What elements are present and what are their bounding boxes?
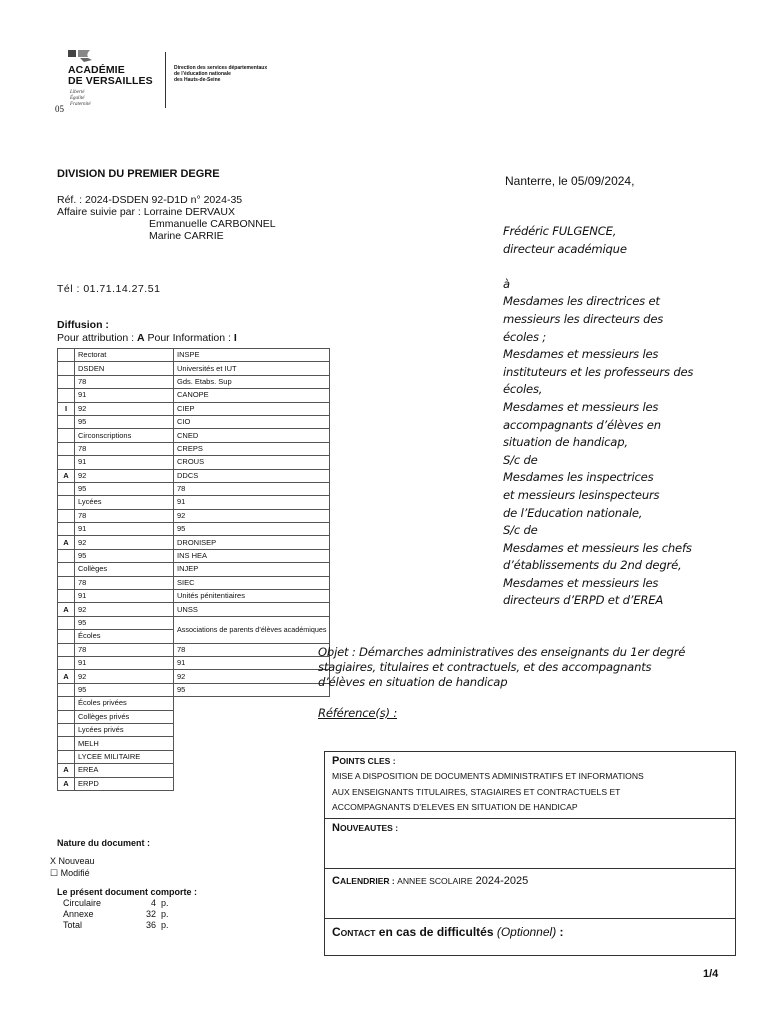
marker-cell [58, 737, 75, 750]
legend-a: A [136, 332, 145, 344]
recipient-line: Mesdames et messieurs les [503, 347, 659, 362]
table-row [58, 442, 330, 455]
table-row [58, 764, 330, 777]
recipient-line: Mesdames et messieurs les [503, 575, 659, 590]
composition-title: Le présent document comporte : [57, 887, 198, 897]
recipient-cell: Rectorat [75, 349, 174, 362]
table-row [58, 482, 330, 495]
calendar-value: 2024-2025 [472, 875, 529, 887]
contact-heading [332, 925, 728, 939]
marker-cell [58, 389, 75, 402]
nature-title: Nature du document : [57, 838, 151, 848]
empty-cell [174, 764, 330, 777]
academy-name-line1: ACADÉMIE [68, 64, 125, 76]
smallcaps-rest: ONTACT [340, 928, 376, 938]
recipient-cell: ERPD [75, 777, 174, 790]
marianne-logo-icon [68, 50, 100, 64]
news-section [325, 819, 735, 869]
recipient-line: écoles, [503, 382, 543, 397]
marker-cell: I [58, 402, 75, 415]
recipient-line: Mesdames les directrices et [503, 294, 660, 309]
diffusion-legend [57, 332, 237, 344]
table-row [58, 536, 330, 549]
recipient-cell: 91 [174, 496, 330, 509]
contact-optional: (Optionnel) [496, 925, 557, 939]
nature-option-new: X Nouveau [50, 856, 95, 866]
followed-by: Affaire suivie par : Lorraine DERVAUX [57, 206, 235, 218]
marker-cell [58, 362, 75, 375]
recipient-cell: INJEP [174, 563, 330, 576]
recipient-cell: Lycées privés [75, 723, 174, 736]
empty-cell [174, 710, 330, 723]
subject-line: stagiaires, titulaires et contractuels, et des accompagnants [318, 660, 652, 674]
calendar-section [325, 869, 735, 919]
table-row [58, 576, 330, 589]
table-row [58, 523, 330, 536]
smallcaps-rest: ALENDRIER : [339, 876, 398, 886]
recipient-cell: 92 [174, 670, 330, 683]
composition-value: 32 [145, 909, 156, 919]
department-number: 05 [55, 104, 64, 114]
recipient-cell: Écoles privées [75, 697, 174, 710]
recipient-line: instituteurs et les professeurs des [503, 364, 694, 379]
composition-unit: p. [161, 920, 169, 930]
table-row [58, 469, 330, 482]
table-row [58, 496, 330, 509]
recipient-cell: 92 [75, 603, 174, 616]
marker-cell [58, 375, 75, 388]
composition-row [63, 920, 183, 930]
marker-cell [58, 509, 75, 522]
recipient-line: Frédéric FULGENCE, [503, 224, 617, 238]
direction-line: Direction des services départementaux [174, 65, 268, 71]
marker-cell [58, 576, 75, 589]
marker-cell [58, 657, 75, 670]
recipient-cell: 92 [75, 469, 174, 482]
table-row [58, 723, 330, 736]
recipient-cell: 95 [75, 683, 174, 696]
table-row [58, 402, 330, 415]
key-point-line: ACCOMPAGNANTS D’ELEVES EN SITUATION DE HANDICAP [332, 802, 578, 812]
recipient-cell: 91 [174, 657, 330, 670]
recipient-cell: Collèges [75, 563, 174, 576]
recipient-line: et messieurs lesinspecteurs [503, 487, 660, 502]
legend-text: Pour attribution : [57, 332, 137, 344]
subject-line: d’élèves en situation de handicap [318, 675, 508, 689]
recipient-line: écoles ; [503, 329, 546, 344]
recipient-cell: 91 [75, 523, 174, 536]
marker-cell [58, 349, 75, 362]
table-row [58, 670, 330, 683]
recipient-cell: CIO [174, 415, 330, 428]
recipient-cell: 78 [75, 442, 174, 455]
table-row [58, 509, 330, 522]
key-point-line: MISE A DISPOSITION DE DOCUMENTS ADMINISTRATIFS ET INFORMATIONS [332, 771, 644, 781]
recipient-line: situation de handicap, [503, 435, 628, 450]
recipient-cell: 92 [75, 670, 174, 683]
marker-cell: A [58, 670, 75, 683]
composition-unit: p. [161, 909, 169, 919]
marker-cell [58, 482, 75, 495]
motto-fraternite: Fraternité [70, 102, 91, 107]
calendar-heading [332, 875, 728, 887]
marker-cell [58, 415, 75, 428]
marker-cell [58, 496, 75, 509]
calendar-label: ANNEE SCOLAIRE [397, 876, 473, 886]
recipient-cell: CANOPE [174, 389, 330, 402]
table-row [58, 563, 330, 576]
table-row [58, 375, 330, 388]
direction-label [174, 65, 267, 83]
recipient-cell: 95 [75, 415, 174, 428]
reference-block [57, 194, 242, 218]
recipient-cell: 78 [75, 509, 174, 522]
composition-label: Total [63, 920, 83, 930]
academy-name [68, 65, 153, 87]
recipient-cell: MELH [75, 737, 174, 750]
recipient-line [503, 258, 693, 276]
composition-label: Annexe [63, 909, 94, 919]
key-points-section [325, 752, 735, 819]
recipient-cell: 78 [75, 643, 174, 656]
table-row [58, 737, 330, 750]
marker-cell [58, 643, 75, 656]
direction-line: de l’éducation nationale [174, 71, 231, 77]
smallcaps-initial: C [332, 875, 340, 887]
table-row [58, 456, 330, 469]
reference-number: Réf. : 2024-DSDEN 92-D1D n° 2024-35 [57, 194, 243, 206]
recipient-cell: 95 [75, 482, 174, 495]
recipient-cell: 91 [75, 389, 174, 402]
marker-cell [58, 697, 75, 710]
composition-value: 4 [150, 898, 156, 908]
recipient-line: Mesdames et messieurs les chefs [503, 540, 692, 555]
key-points-heading [332, 755, 728, 767]
logo-divider [165, 52, 166, 108]
marker-cell [58, 549, 75, 562]
recipient-cell: 91 [75, 456, 174, 469]
smallcaps-initial: C [332, 925, 341, 939]
republic-motto [70, 90, 91, 108]
recipient-line: directeurs d’ERPD et d’EREA [503, 593, 664, 608]
recipient-cell: DRONISEP [174, 536, 330, 549]
table-row [58, 777, 330, 790]
smallcaps-initial: N [332, 822, 340, 834]
composition-unit: p. [161, 898, 169, 908]
smallcaps-initial: P [332, 755, 340, 767]
table-row [58, 616, 330, 629]
empty-cell [174, 697, 330, 710]
followed-by-name-3: Marine CARRIE [149, 230, 224, 242]
subject [318, 645, 738, 690]
recipient-cell: SIEC [174, 576, 330, 589]
table-row [58, 549, 330, 562]
recipient-line: d’établissements du 2nd degré, [503, 558, 682, 573]
empty-cell [174, 777, 330, 790]
recipient-line: S/c de [503, 523, 538, 538]
key-points-box [324, 751, 736, 956]
contact-text: en cas de difficultés [375, 925, 497, 939]
recipient-line: accompagnants d’élèves en [503, 417, 661, 432]
table-row [58, 697, 330, 710]
marker-cell [58, 429, 75, 442]
table-row [58, 349, 330, 362]
legend-i: I [233, 332, 237, 344]
marker-cell [58, 456, 75, 469]
recipient-cell: 95 [174, 523, 330, 536]
marker-cell [58, 723, 75, 736]
recipient-cell: CIEP [174, 402, 330, 415]
composition-value: 36 [145, 920, 156, 930]
marker-cell [58, 523, 75, 536]
table-row [58, 643, 330, 656]
marker-cell [58, 683, 75, 696]
marker-cell [58, 710, 75, 723]
recipient-cell: 92 [75, 402, 174, 415]
recipient-line: de l’Education nationale, [503, 505, 643, 520]
empty-cell [174, 723, 330, 736]
recipient-cell: CROUS [174, 456, 330, 469]
recipient-cell: Associations de parents d’élèves académiques [174, 616, 330, 643]
subject-line: Objet : Démarches administratives des enseignants du 1er degré [318, 645, 686, 659]
table-row [58, 362, 330, 375]
recipient-cell: 78 [75, 375, 174, 388]
recipient-line: Mesdames les inspectrices [503, 470, 654, 485]
recipient-cell: DDCS [174, 469, 330, 482]
composition-row [63, 909, 183, 919]
recipient-cell: LYCEE MILITAIRE [75, 750, 174, 763]
legend-text: Pour Information : [144, 332, 234, 344]
page-number: 1/4 [703, 968, 719, 980]
marker-cell [58, 563, 75, 576]
marker-cell: A [58, 777, 75, 790]
recipient-cell: INS HEA [174, 549, 330, 562]
diffusion-title: Diffusion : [57, 319, 109, 331]
contact-section [325, 919, 735, 955]
recipient-cell: 78 [174, 643, 330, 656]
recipient-cell: CREPS [174, 442, 330, 455]
marker-cell [58, 750, 75, 763]
recipient-cell: Universités et IUT [174, 362, 330, 375]
nature-option-modified: ☐ Modifié [50, 868, 90, 878]
motto-egalite: Égalité [70, 96, 85, 101]
marker-cell: A [58, 469, 75, 482]
empty-cell [174, 737, 330, 750]
table-row [58, 683, 330, 696]
composition-label: Circulaire [63, 898, 102, 908]
academy-name-line2: DE VERSAILLES [68, 75, 153, 87]
recipient-cell: Gds. Etabs. Sup [174, 375, 330, 388]
key-point-line: AUX ENSEIGNANTS TITULAIRES, STAGIAIRES ET CONTRACTUELS ET [332, 787, 621, 797]
smallcaps-rest: OUVEAUTES : [339, 823, 399, 833]
marker-cell [58, 442, 75, 455]
recipients-block [503, 223, 693, 610]
motto-liberte: Liberté [70, 90, 85, 95]
table-row [58, 710, 330, 723]
table-row [58, 415, 330, 428]
composition-row [63, 898, 183, 908]
recipient-cell: DSDEN [75, 362, 174, 375]
recipient-cell: 95 [174, 683, 330, 696]
recipient-cell: EREA [75, 764, 174, 777]
recipient-cell: 95 [75, 616, 174, 629]
recipient-line: directeur académique [503, 241, 627, 256]
marker-cell: A [58, 536, 75, 549]
recipient-line: S/c de [503, 452, 538, 467]
recipient-cell: Écoles [75, 630, 174, 643]
recipient-cell: Unités pénitentiaires [174, 590, 330, 603]
recipient-line: messieurs les directeurs des [503, 311, 664, 326]
news-heading [332, 822, 728, 834]
recipient-cell: INSPE [174, 349, 330, 362]
recipient-cell: UNSS [174, 603, 330, 616]
marker-cell: A [58, 764, 75, 777]
distribution-table [57, 348, 330, 791]
marker-cell [58, 616, 75, 629]
recipient-cell: Collèges privés [75, 710, 174, 723]
table-row [58, 429, 330, 442]
empty-cell [174, 750, 330, 763]
smallcaps-rest: OINTS CLES : [339, 756, 396, 766]
contact-colon: : [556, 925, 564, 939]
recipient-cell: CNED [174, 429, 330, 442]
table-row [58, 657, 330, 670]
place-date: Nanterre, le 05/09/2024, [505, 174, 635, 188]
recipient-cell: 95 [75, 549, 174, 562]
recipient-line: Mesdames et messieurs les [503, 399, 659, 414]
direction-line: des Hauts-de-Seine [174, 77, 221, 83]
recipient-cell: Lycées [75, 496, 174, 509]
recipient-cell: 78 [174, 482, 330, 495]
recipient-cell: Circonscriptions [75, 429, 174, 442]
telephone: Tél : 01.71.14.27.51 [57, 283, 161, 295]
followed-by-name-2: Emmanuelle CARBONNEL [149, 218, 276, 230]
recipient-cell: 92 [174, 509, 330, 522]
marker-cell [58, 590, 75, 603]
recipient-cell: 91 [75, 590, 174, 603]
table-row [58, 389, 330, 402]
recipient-line: à [503, 276, 510, 291]
marker-cell [58, 630, 75, 643]
recipient-cell: 78 [75, 576, 174, 589]
recipient-cell: 92 [75, 536, 174, 549]
marker-cell: A [58, 603, 75, 616]
table-row [58, 603, 330, 616]
division-title: DIVISION DU PREMIER DEGRE [57, 168, 220, 180]
table-row [58, 590, 330, 603]
table-row [58, 750, 330, 763]
references-heading: Référence(s) : [318, 706, 398, 720]
recipient-cell: 91 [75, 657, 174, 670]
